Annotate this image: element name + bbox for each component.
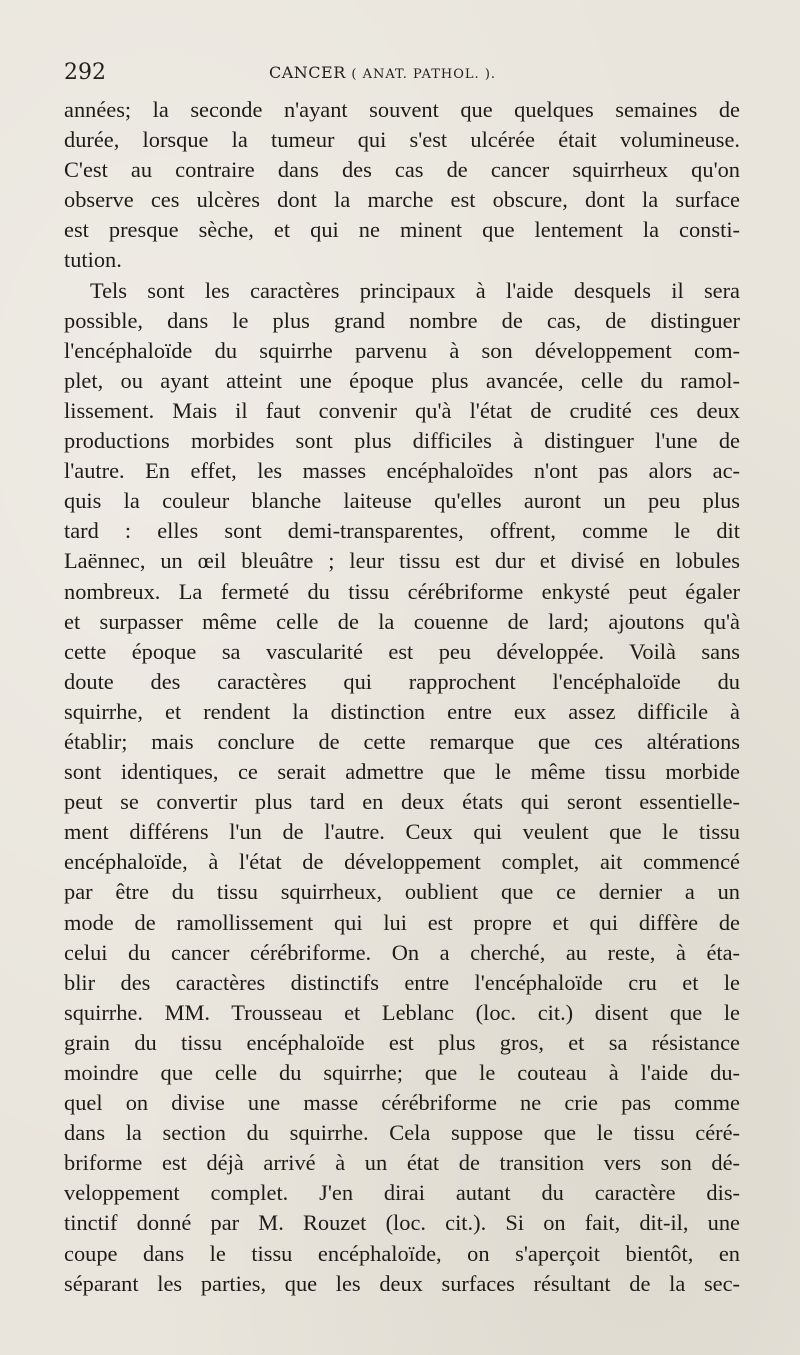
text-line: tard : elles sont demi-transparentes, offrent, comme le dit — [64, 518, 740, 544]
text-line: nombreux. La fermeté du tissu cérébriforme enkysté peut égaler — [64, 578, 740, 604]
text-line: veloppement complet. J'en dirai autant du caractère dis- — [64, 1180, 740, 1206]
text-line: par être du tissu squirrheux, oublient que ce dernier a un — [64, 879, 740, 905]
text-line: plet, ou ayant atteint une époque plus avancée, celle du ramol- — [64, 367, 740, 393]
text-line: Tels sont les caractères principaux à l'aide desquels il sera — [90, 277, 740, 303]
running-title — [269, 63, 496, 82]
body-text — [64, 95, 740, 1299]
text-line: durée, lorsque la tumeur qui s'est ulcérée était volumineuse. — [64, 127, 740, 153]
text-line: tinctif donné par M. Rouzet (loc. cit.). Si on fait, dit-il, une — [64, 1210, 740, 1236]
text-line: grain du tissu encéphaloïde est plus gros, et sa résistance — [64, 1029, 740, 1055]
text-line: années; la seconde n'ayant souvent que quelques semaines de — [64, 97, 740, 122]
text-line: mode de ramollissement qui lui est propre et qui diffère de — [64, 909, 740, 935]
text-line: squirrhe. MM. Trousseau et Leblanc (loc. cit.) disent que le — [64, 999, 740, 1025]
text-line: celui du cancer cérébriforme. On a cherché, au reste, à éta- — [64, 939, 740, 965]
text-line: cette époque sa vascularité est peu développée. Voilà sans — [64, 638, 740, 664]
text-line: blir des caractères distinctifs entre l'encéphaloïde cru et le — [64, 969, 740, 995]
text-line: briforme est déjà arrivé à un état de transition vers son dé- — [64, 1150, 740, 1176]
text-line: tution. — [64, 247, 122, 273]
text-line: quel on divise une masse cérébriforme ne crie pas comme — [64, 1090, 740, 1116]
text-line: sont identiques, ce serait admettre que le même tissu morbide — [64, 759, 740, 785]
text-line: peut se convertir plus tard en deux états qui seront essentielle- — [64, 789, 740, 815]
page-header — [64, 58, 740, 90]
text-line: encéphaloïde, à l'état de développement complet, ait commencé — [64, 849, 740, 875]
text-line: doute des caractères qui rapprochent l'encéphaloïde du — [64, 668, 740, 694]
text-line: ment différens l'un de l'autre. Ceux qui veulent que le tissu — [64, 819, 740, 845]
text-line: lissement. Mais il faut convenir qu'à l'état de crudité ces deux — [64, 397, 740, 423]
text-line: l'encéphaloïde du squirrhe parvenu à son développement com- — [64, 337, 740, 363]
page-number: 292 — [64, 60, 106, 85]
text-line: dans la section du squirrhe. Cela suppose que le tissu céré- — [64, 1120, 740, 1146]
text-line: coupe dans le tissu encéphaloïde, on s'aperçoit bientôt, en — [64, 1240, 740, 1266]
text-line: moindre que celle du squirrhe; que le couteau à l'aide du- — [64, 1060, 740, 1085]
text-line: établir; mais conclure de cette remarque que ces altérations — [64, 728, 740, 754]
running-title-main: CANCER — [269, 63, 346, 82]
text-line: Laënnec, un œil bleuâtre ; leur tissu est dur et divisé en lobules — [64, 548, 740, 574]
text-line: possible, dans le plus grand nombre de cas, de distinguer — [64, 307, 740, 333]
text-line: productions morbides sont plus difficiles à distinguer l'une de — [64, 428, 740, 454]
text-line: séparant les parties, que les deux surfaces résultant de la sec- — [64, 1270, 740, 1296]
running-title-sub: ( ANAT. PATHOL. ). — [351, 67, 497, 82]
text-line: est presque sèche, et qui ne minent que lentement la consti- — [64, 217, 740, 243]
text-line: l'autre. En effet, les masses encéphaloïdes n'ont pas alors ac- — [64, 458, 740, 484]
text-line: observe ces ulcères dont la marche est obscure, dont la surface — [64, 187, 740, 213]
text-line: C'est au contraire dans des cas de cancer squirrheux qu'on — [64, 157, 740, 183]
text-line: et surpasser même celle de la couenne de lard; ajoutons qu'à — [64, 608, 740, 634]
text-line: quis la couleur blanche laiteuse qu'elles auront un peu plus — [64, 488, 740, 514]
text-line: squirrhe, et rendent la distinction entre eux assez difficile à — [64, 698, 740, 724]
